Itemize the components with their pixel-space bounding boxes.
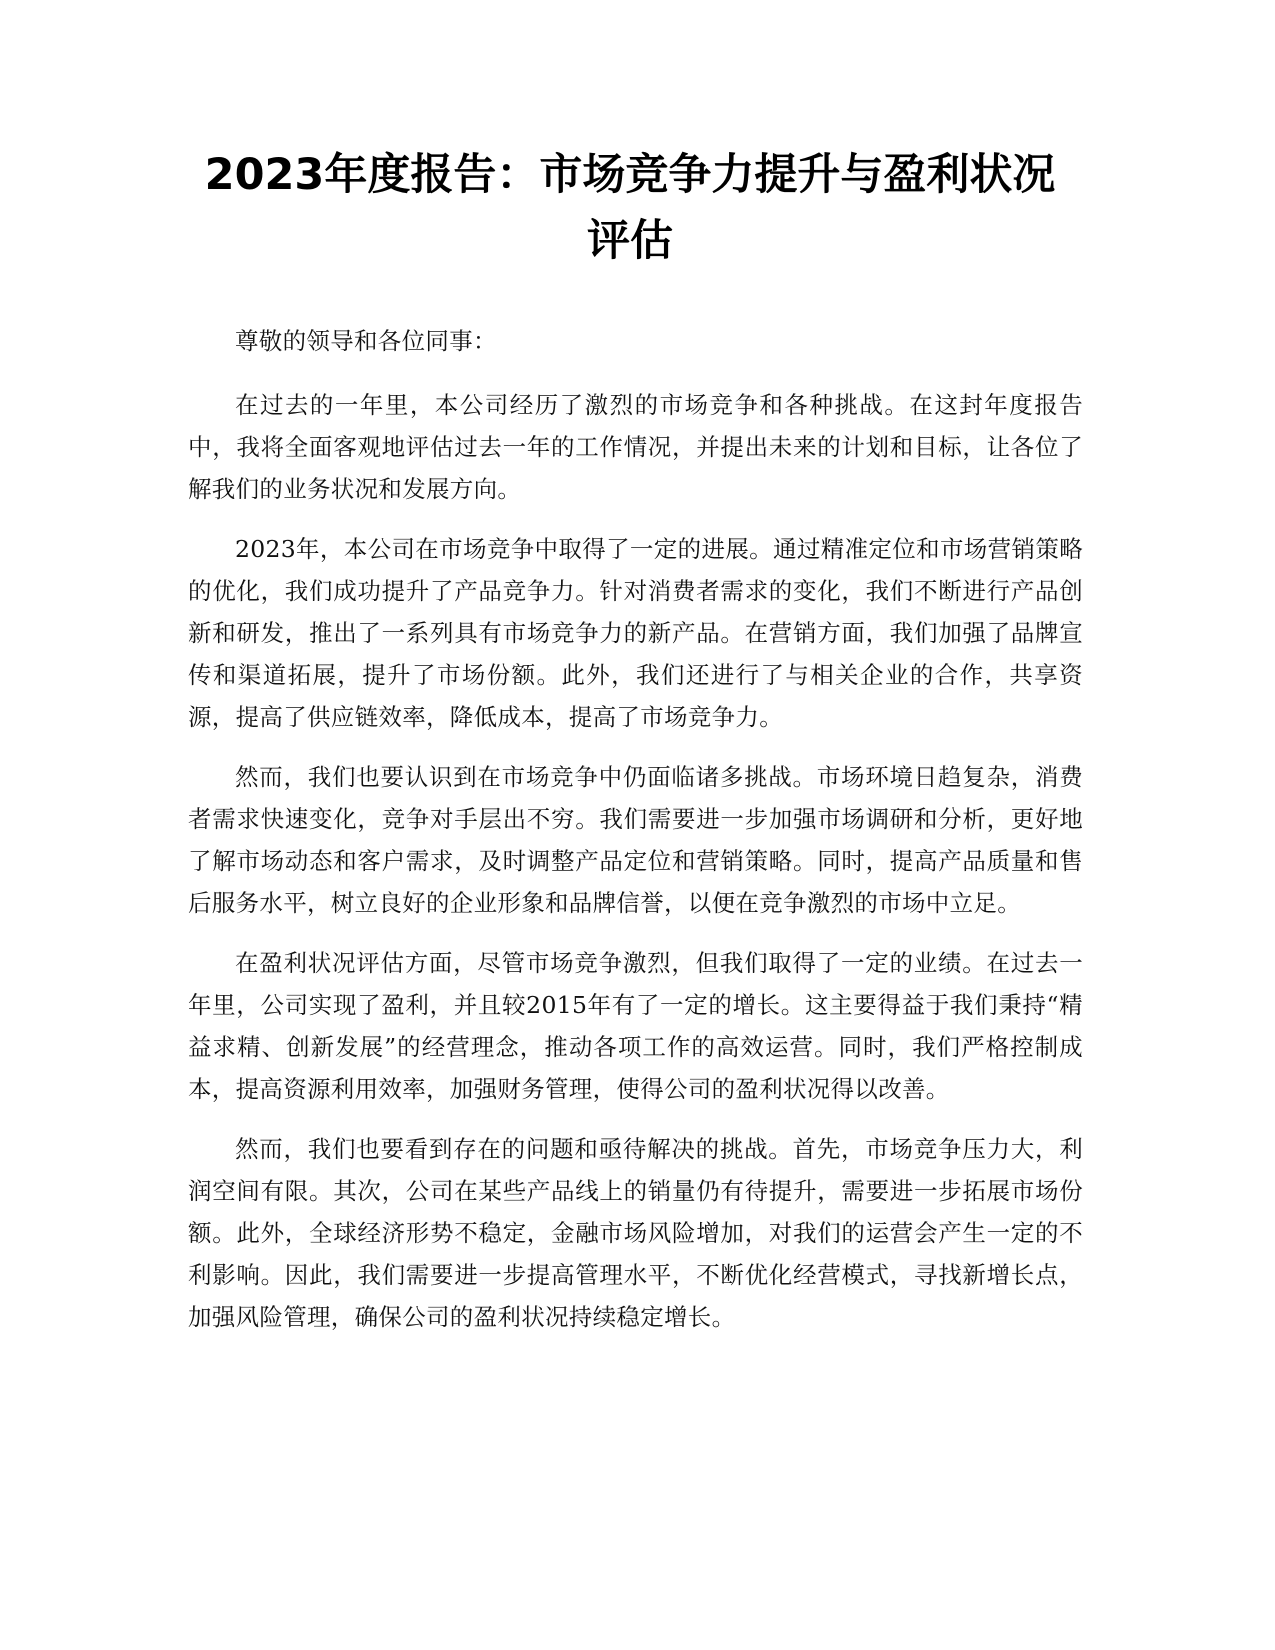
paragraph-challenges: 然而，我们也要认识到在市场竞争中仍面临诸多挑战。市场环境日趋复杂，消费者需求快速变化，竞争对手层出不穷。我们需要进一步加强市场调研和分析，更好地了解市场动态和客户需求，及时调整产品定位和营销策略。同时，提高产品质量和售后服务水平，树立良好的企业形象和品牌信誉，以便在竞争激烈的市场中立足。 <box>188 763 1083 917</box>
document-body <box>188 320 1083 1356</box>
title-line-1: 2023年度报告：市场竞争力提升与盈利状况 <box>204 150 1056 200</box>
title-line-2: 评估 <box>587 216 673 266</box>
greeting: 尊敬的领导和各位同事： <box>235 327 497 355</box>
paragraph-profit: 在盈利状况评估方面，尽管市场竞争激烈，但我们取得了一定的业绩。在过去一年里，公司实现了盈利，并且较2015年有了一定的增长。这主要得益于我们秉持“精益求精、创新发展”的经营理念，推动各项工作的高效运营。同时，我们严格控制成本，提高资源利用效率，加强财务管理，使得公司的盈利状况得以改善。 <box>188 949 1083 1103</box>
document-title <box>180 142 1080 274</box>
paragraph-issues: 然而，我们也要看到存在的问题和亟待解决的挑战。首先，市场竞争压力大，利润空间有限。其次，公司在某些产品线上的销量仍有待提升，需要进一步拓展市场份额。此外，全球经济形势不稳定，金融市场风险增加，对我们的运营会产生一定的不利影响。因此，我们需要进一步提高管理水平，不断优化经营模式，寻找新增长点，加强风险管理，确保公司的盈利状况持续稳定增长。 <box>188 1135 1083 1331</box>
paragraph-progress: 2023年，本公司在市场竞争中取得了一定的进展。通过精准定位和市场营销策略的优化，我们成功提升了产品竞争力。针对消费者需求的变化，我们不断进行产品创新和研发，推出了一系列具有市场竞争力的新产品。在营销方面，我们加强了品牌宣传和渠道拓展，提升了市场份额。此外，我们还进行了与相关企业的合作，共享资源，提高了供应链效率，降低成本，提高了市场竞争力。 <box>188 535 1083 731</box>
paragraph-intro: 在过去的一年里，本公司经历了激烈的市场竞争和各种挑战。在这封年度报告中，我将全面客观地评估过去一年的工作情况，并提出未来的计划和目标，让各位了解我们的业务状况和发展方向。 <box>188 391 1083 503</box>
